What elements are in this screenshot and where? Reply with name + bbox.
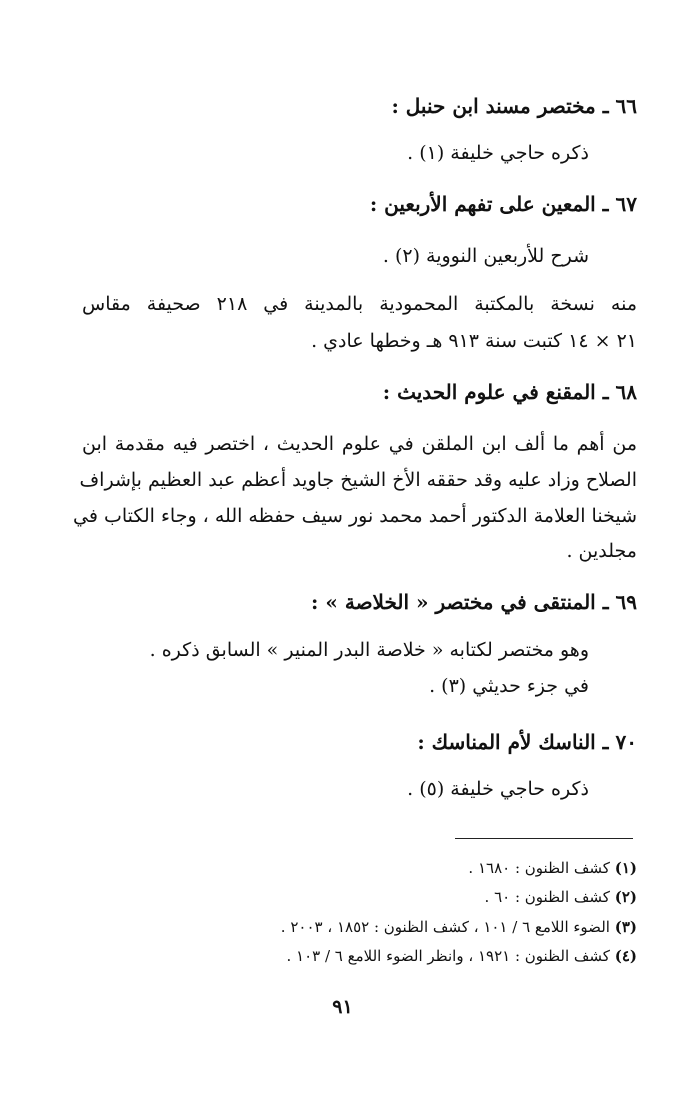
entry-68-para-line-4: مجلدين .	[566, 540, 637, 562]
page-number: ٩١	[332, 996, 353, 1018]
entry-66-heading: ٦٦ ـ مختصر مسند ابن حنبل :	[391, 94, 637, 118]
entry-67-text: شرح للأربعين النووية (٢) .	[382, 245, 589, 267]
footnote-1	[468, 857, 637, 879]
entry-66-text: ذكره حاجي خليفة (١) .	[407, 142, 589, 164]
entry-69-text-line-2: في جزء حديثي (٣) .	[429, 675, 589, 697]
footnote-1-number: (١)	[614, 859, 637, 877]
entry-68-para-line-2: الصلاح وزاد عليه وقد حققه الأخ الشيخ جاويد أعظم عبد العظيم بإشراف	[79, 469, 637, 491]
footnote-3-number: (٣)	[614, 918, 637, 936]
entry-70-heading: ٧٠ ـ الناسك لأم المناسك :	[417, 730, 637, 754]
entry-70-text: ذكره حاجي خليفة (٥) .	[407, 778, 589, 800]
entry-69-heading: ٦٩ ـ المنتقى في مختصر « الخلاصة » :	[311, 590, 637, 614]
footnote-2	[485, 886, 637, 908]
entry-68-heading: ٦٨ ـ المقنع في علوم الحديث :	[382, 380, 637, 404]
entry-68-para-line-1: من أهم ما ألف ابن الملقن في علوم الحديث ، اختصر فيه مقدمة ابن	[82, 433, 637, 455]
footnote-4	[286, 945, 637, 967]
entry-69-text-line-1: وهو مختصر لكتابه « خلاصة البدر المنير » السابق ذكره .	[149, 639, 589, 661]
footnote-2-number: (٢)	[614, 888, 637, 906]
footnote-separator	[455, 838, 633, 839]
footnote-3-text: الضوء اللامع ٦ / ١٠١ ، كشف الظنون : ١٨٥٢ ، ٢٠٠٣ .	[280, 918, 610, 936]
footnote-3	[281, 916, 637, 938]
footnote-4-number: (٤)	[614, 947, 637, 965]
footnote-4-text: كشف الظنون : ١٩٢١ ، وانظر الضوء اللامع ٦ / ١٠٣ .	[286, 947, 610, 965]
footnote-1-text: كشف الظنون : ١٦٨٠ .	[468, 859, 610, 877]
entry-67-para-line-2: ٢١ × ١٤ كتبت سنة ٩١٣ هـ وخطها عادي .	[311, 330, 637, 352]
entry-68-para-line-3: شيخنا العلامة الدكتور أحمد محمد نور سيف حفظه الله ، وجاء الكتاب في	[73, 505, 637, 527]
entry-67-para-line-1: منه نسخة بالمكتبة المحمودية بالمدينة في ٢١٨ صحيفة مقاس	[82, 293, 637, 315]
entry-67-heading: ٦٧ ـ المعين على تفهم الأربعين :	[369, 192, 637, 216]
footnote-2-text: كشف الظنون : ٦٠ .	[484, 888, 610, 906]
